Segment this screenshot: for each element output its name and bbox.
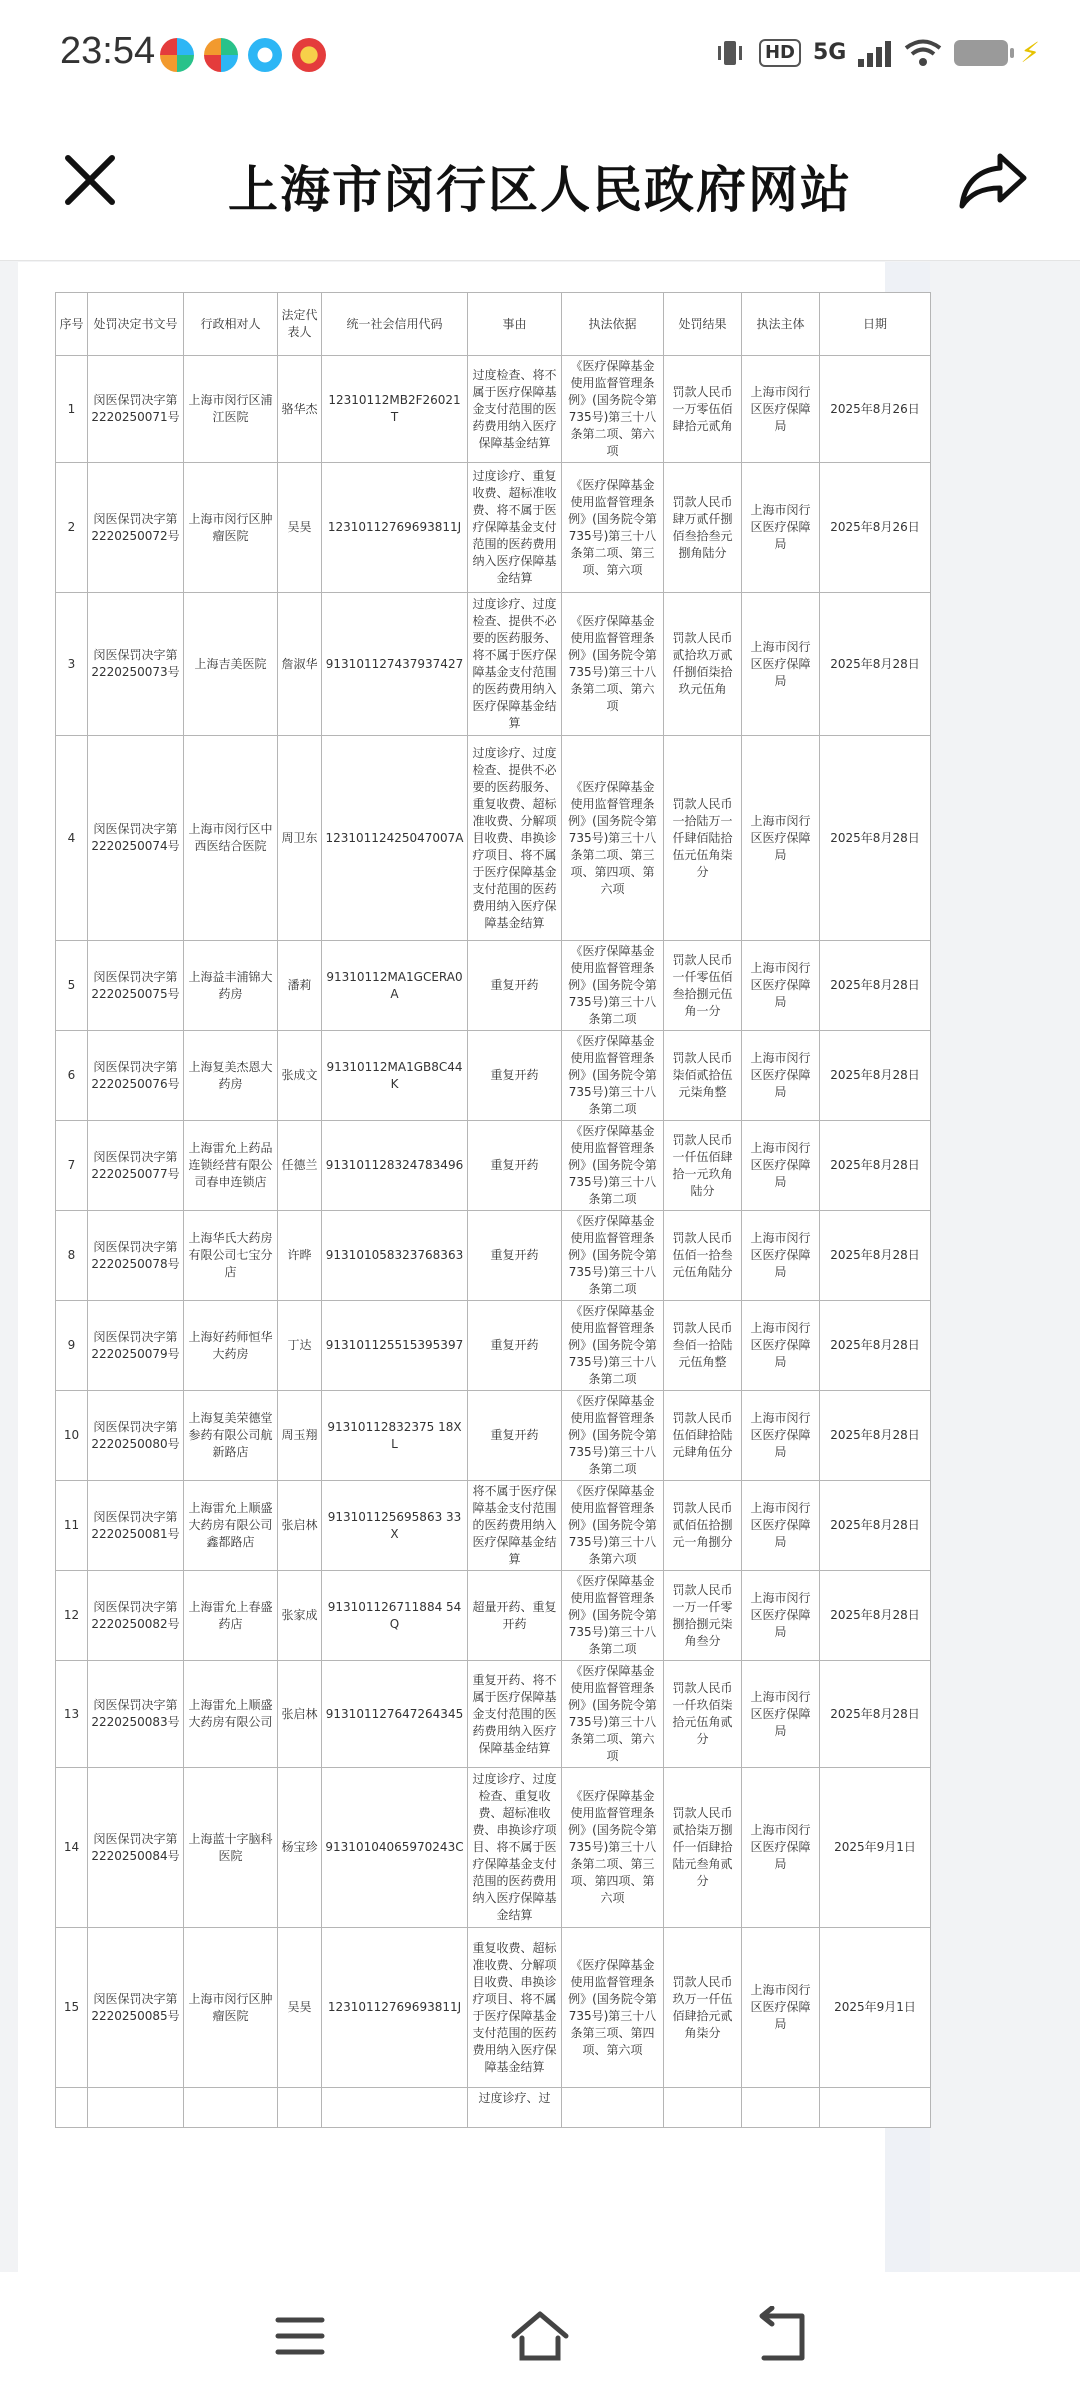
- page-title: 上海市闵行区人民政府网站: [228, 161, 852, 219]
- table-cell: 吴昊: [278, 463, 322, 593]
- table-cell: 罚款人民币一仟玖佰柒拾元伍角贰分: [664, 1661, 742, 1768]
- table-cell: 11: [56, 1481, 88, 1571]
- table-cell: 闵医保罚决字第2220250071号: [88, 356, 184, 463]
- table-row: [56, 1391, 931, 1481]
- table-cell: 上海市闵行区浦江医院: [184, 356, 278, 463]
- table-cell: 将不属于医疗保障基金支付范围的医药费用纳入医疗保障基金结算: [468, 1481, 562, 1571]
- table-cell: 上海市闵行区医疗保障局: [742, 1391, 820, 1481]
- table-cell: 2025年8月28日: [820, 1391, 931, 1481]
- table-cell: 詹淑华: [278, 593, 322, 736]
- table-cell: 上海市闵行区中西医结合医院: [184, 736, 278, 941]
- table-row: [56, 1928, 931, 2088]
- penalty-table: [55, 292, 931, 2128]
- table-cell: 14: [56, 1768, 88, 1928]
- table-cell: 上海市闵行区肿瘤医院: [184, 1928, 278, 2088]
- app-notification-icon: [204, 38, 238, 72]
- column-header: 行政相对人: [184, 293, 278, 356]
- table-cell: 7: [56, 1121, 88, 1211]
- table-cell: 闵医保罚决字第2220250077号: [88, 1121, 184, 1211]
- table-cell: 12: [56, 1571, 88, 1661]
- table-cell: 上海华氏大药房有限公司七宝分店: [184, 1211, 278, 1301]
- back-icon[interactable]: [750, 2306, 810, 2366]
- table-cell: [88, 2088, 184, 2128]
- app-notification-icon: [292, 38, 326, 72]
- table-cell: 10: [56, 1391, 88, 1481]
- table-row: [56, 593, 931, 736]
- column-header: 执法主体: [742, 293, 820, 356]
- table-cell: 913101126711884 54Q: [322, 1571, 468, 1661]
- network-type: 5G: [812, 40, 847, 65]
- table-cell: [278, 2088, 322, 2128]
- web-content[interactable]: [0, 262, 1080, 2272]
- table-cell: 骆华杰: [278, 356, 322, 463]
- table-cell: 《医疗保障基金使用监督管理条例》(国务院令第735号)第三十八条第二项: [562, 1031, 664, 1121]
- table-cell: 罚款人民币一万一仟零捌拾捌元柒角叁分: [664, 1571, 742, 1661]
- table-cell: 《医疗保障基金使用监督管理条例》(国务院令第735号)第三十八条第六项: [562, 1481, 664, 1571]
- table-cell: 91310112MA1GB8C44K: [322, 1031, 468, 1121]
- table-cell: 上海雷允上春盛药店: [184, 1571, 278, 1661]
- table-cell: 重复开药: [468, 1121, 562, 1211]
- table-cell: 潘莉: [278, 941, 322, 1031]
- table-cell: 上海市闵行区医疗保障局: [742, 356, 820, 463]
- table-cell: 上海市闵行区肿瘤医院: [184, 463, 278, 593]
- table-cell: 上海雷允上药品连锁经营有限公司春申连锁店: [184, 1121, 278, 1211]
- table-cell: 2025年8月28日: [820, 1031, 931, 1121]
- table-cell: 任德兰: [278, 1121, 322, 1211]
- table-cell: 913101128324783496: [322, 1121, 468, 1211]
- table-cell: 4: [56, 736, 88, 941]
- table-cell: 12310112769693811J: [322, 1928, 468, 2088]
- table-cell: [184, 2088, 278, 2128]
- app-header: [0, 110, 1080, 261]
- table-cell: 重复开药: [468, 1391, 562, 1481]
- table-cell: 超量开药、重复开药: [468, 1571, 562, 1661]
- column-header: 日期: [820, 293, 931, 356]
- status-bar: [0, 0, 1080, 110]
- table-cell: 过度诊疗、过: [468, 2088, 562, 2128]
- table-cell: 上海复美荣德堂参药有限公司航新路店: [184, 1391, 278, 1481]
- app-notification-icon: [248, 38, 282, 72]
- menu-icon[interactable]: [270, 2306, 330, 2366]
- table-cell: 吴昊: [278, 1928, 322, 2088]
- table-cell: 闵医保罚决字第2220250080号: [88, 1391, 184, 1481]
- table-cell: 罚款人民币贰拾柒万捌仟一佰肆拾陆元叁角贰分: [664, 1768, 742, 1928]
- table-cell: 上海市闵行区医疗保障局: [742, 1301, 820, 1391]
- table-cell: 《医疗保障基金使用监督管理条例》(国务院令第735号)第三十八条第二项: [562, 1391, 664, 1481]
- table-cell: 上海市闵行区医疗保障局: [742, 1211, 820, 1301]
- table-cell: 过度诊疗、过度检查、提供不必要的医药服务、将不属于医疗保障基金支付范围的医药费用纳入医疗保障基金结算: [468, 593, 562, 736]
- table-cell: 上海市闵行区医疗保障局: [742, 1571, 820, 1661]
- table-row: [56, 2088, 931, 2128]
- table-row: [56, 1768, 931, 1928]
- table-cell: 913101125695863 33X: [322, 1481, 468, 1571]
- table-cell: 闵医保罚决字第2220250084号: [88, 1768, 184, 1928]
- table-cell: 上海市闵行区医疗保障局: [742, 1661, 820, 1768]
- hd-badge: HD: [759, 39, 801, 67]
- table-cell: 上海复美杰恩大药房: [184, 1031, 278, 1121]
- table-cell: 上海市闵行区医疗保障局: [742, 1481, 820, 1571]
- table-cell: 上海市闵行区医疗保障局: [742, 1768, 820, 1928]
- table-cell: 许晔: [278, 1211, 322, 1301]
- table-cell: 9: [56, 1301, 88, 1391]
- table-cell: 罚款人民币叁佰一拾陆元伍角整: [664, 1301, 742, 1391]
- table-cell: 2025年8月28日: [820, 1571, 931, 1661]
- column-header: 处罚结果: [664, 293, 742, 356]
- table-cell: 2025年8月26日: [820, 356, 931, 463]
- table-body: [56, 356, 931, 2128]
- table-row: [56, 1031, 931, 1121]
- table-cell: 闵医保罚决字第2220250083号: [88, 1661, 184, 1768]
- table-cell: 闵医保罚决字第2220250082号: [88, 1571, 184, 1661]
- table-cell: 913101058323768363: [322, 1211, 468, 1301]
- navigation-bar: [0, 2272, 1080, 2400]
- column-header: 事由: [468, 293, 562, 356]
- table-cell: 2025年8月28日: [820, 1211, 931, 1301]
- table-cell: 上海益丰浦锦大药房: [184, 941, 278, 1031]
- table-cell: [820, 2088, 931, 2128]
- table-cell: 上海蓝十字脑科医院: [184, 1768, 278, 1928]
- table-cell: 闵医保罚决字第2220250074号: [88, 736, 184, 941]
- table-cell: 上海市闵行区医疗保障局: [742, 1121, 820, 1211]
- app-notification-icon: [160, 38, 194, 72]
- status-indicators: [713, 36, 1040, 69]
- table-cell: 张启林: [278, 1481, 322, 1571]
- share-icon[interactable]: [958, 150, 1028, 210]
- table-row: [56, 1121, 931, 1211]
- table-cell: 过度诊疗、重复收费、超标准收费、将不属于医疗保障基金支付范围的医药费用纳入医疗保障基金结算: [468, 463, 562, 593]
- table-cell: 重复开药: [468, 1301, 562, 1391]
- table-cell: 罚款人民币玖万一仟伍佰肆拾元贰角柒分: [664, 1928, 742, 2088]
- table-cell: 《医疗保障基金使用监督管理条例》(国务院令第735号)第三十八条第二项、第六项: [562, 1661, 664, 1768]
- table-cell: 12310112769693811J: [322, 463, 468, 593]
- table-cell: 上海市闵行区医疗保障局: [742, 1031, 820, 1121]
- table-cell: 12310112MB2F26021T: [322, 356, 468, 463]
- table-row: [56, 1481, 931, 1571]
- table-cell: 闵医保罚决字第2220250073号: [88, 593, 184, 736]
- column-header: 序号: [56, 293, 88, 356]
- table-cell: 《医疗保障基金使用监督管理条例》(国务院令第735号)第三十八条第二项: [562, 1301, 664, 1391]
- table-cell: 《医疗保障基金使用监督管理条例》(国务院令第735号)第三十八条第二项、第六项: [562, 356, 664, 463]
- table-cell: 重复开药、将不属于医疗保障基金支付范围的医药费用纳入医疗保障基金结算: [468, 1661, 562, 1768]
- table-cell: 3: [56, 593, 88, 736]
- table-cell: 闵医保罚决字第2220250075号: [88, 941, 184, 1031]
- table-cell: 张启林: [278, 1661, 322, 1768]
- table-cell: 2025年8月28日: [820, 736, 931, 941]
- battery-icon: [954, 40, 1008, 66]
- table-row: [56, 356, 931, 463]
- table-cell: 闵医保罚决字第2220250078号: [88, 1211, 184, 1301]
- table-cell: 上海吉美医院: [184, 593, 278, 736]
- table-cell: 上海市闵行区医疗保障局: [742, 941, 820, 1031]
- table-row: [56, 736, 931, 941]
- table-cell: 91310112832375 18XL: [322, 1391, 468, 1481]
- table-cell: 闵医保罚决字第2220250081号: [88, 1481, 184, 1571]
- table-cell: 2025年9月1日: [820, 1928, 931, 2088]
- table-cell: 罚款人民币肆万贰仟捌佰叁拾叁元捌角陆分: [664, 463, 742, 593]
- table-cell: 张成文: [278, 1031, 322, 1121]
- table-cell: 上海市闵行区医疗保障局: [742, 463, 820, 593]
- table-cell: 2025年8月28日: [820, 1121, 931, 1211]
- table-cell: 《医疗保障基金使用监督管理条例》(国务院令第735号)第三十八条第二项、第三项、第四项、第六项: [562, 736, 664, 941]
- table-cell: 2025年8月28日: [820, 1481, 931, 1571]
- table-cell: 6: [56, 1031, 88, 1121]
- table-cell: 过度检查、将不属于医疗保障基金支付范围的医药费用纳入医疗保障基金结算: [468, 356, 562, 463]
- table-cell: 2025年8月28日: [820, 1661, 931, 1768]
- table-cell: 罚款人民币一万零伍佰肆拾元贰角: [664, 356, 742, 463]
- table-cell: 重复开药: [468, 941, 562, 1031]
- table-row: [56, 1301, 931, 1391]
- table-cell: 罚款人民币伍佰肆拾陆元肆角伍分: [664, 1391, 742, 1481]
- table-row: [56, 1211, 931, 1301]
- table-cell: 《医疗保障基金使用监督管理条例》(国务院令第735号)第三十八条第二项、第三项、第四项、第六项: [562, 1768, 664, 1928]
- table-cell: 闵医保罚决字第2220250072号: [88, 463, 184, 593]
- table-cell: 周玉翔: [278, 1391, 322, 1481]
- table-cell: 周卫东: [278, 736, 322, 941]
- table-cell: 1: [56, 356, 88, 463]
- table-cell: [562, 2088, 664, 2128]
- table-cell: 913101125515395397: [322, 1301, 468, 1391]
- table-cell: 91310104065970243C: [322, 1768, 468, 1928]
- table-cell: 上海雷允上顺盛大药房有限公司: [184, 1661, 278, 1768]
- column-header: 处罚决定书文号: [88, 293, 184, 356]
- column-header: 执法依据: [562, 293, 664, 356]
- wifi-icon: [904, 39, 942, 67]
- signal-icon: [858, 39, 892, 67]
- table-row: [56, 463, 931, 593]
- table-cell: 13: [56, 1661, 88, 1768]
- table-cell: 《医疗保障基金使用监督管理条例》(国务院令第735号)第三十八条第二项: [562, 941, 664, 1031]
- table-cell: 15: [56, 1928, 88, 2088]
- table-cell: 闵医保罚决字第2220250079号: [88, 1301, 184, 1391]
- table-cell: 罚款人民币贰拾玖万贰仟捌佰柒拾玖元伍角: [664, 593, 742, 736]
- table-cell: 过度诊疗、过度检查、提供不必要的医药服务、重复收费、超标准收费、分解项目收费、串换诊疗项目、将不属于医疗保障基金支付范围的医药费用纳入医疗保障基金结算: [468, 736, 562, 941]
- table-cell: 上海市闵行区医疗保障局: [742, 593, 820, 736]
- table-cell: [664, 2088, 742, 2128]
- table-cell: 《医疗保障基金使用监督管理条例》(国务院令第735号)第三十八条第二项: [562, 1571, 664, 1661]
- charging-icon: ⚡: [1020, 36, 1040, 69]
- table-cell: 2025年8月26日: [820, 463, 931, 593]
- table-row: [56, 941, 931, 1031]
- table-cell: 《医疗保障基金使用监督管理条例》(国务院令第735号)第三十八条第二项: [562, 1121, 664, 1211]
- table-cell: 913101127437937427: [322, 593, 468, 736]
- table-cell: 913101127647264345: [322, 1661, 468, 1768]
- table-row: [56, 1571, 931, 1661]
- table-cell: 上海市闵行区医疗保障局: [742, 1928, 820, 2088]
- vibrate-icon: [713, 38, 747, 68]
- table-cell: 2025年8月28日: [820, 593, 931, 736]
- table-cell: 91310112MA1GCERA0A: [322, 941, 468, 1031]
- table-cell: 罚款人民币一拾陆万一仟肆佰陆拾伍元伍角柒分: [664, 736, 742, 941]
- table-cell: 上海好药师恒华大药房: [184, 1301, 278, 1391]
- table-cell: 闵医保罚决字第2220250085号: [88, 1928, 184, 2088]
- table-cell: 罚款人民币柒佰贰拾伍元柒角整: [664, 1031, 742, 1121]
- table-header-row: [56, 293, 931, 356]
- table-cell: 《医疗保障基金使用监督管理条例》(国务院令第735号)第三十八条第二项: [562, 1211, 664, 1301]
- table-cell: [322, 2088, 468, 2128]
- table-cell: 5: [56, 941, 88, 1031]
- table-cell: 重复开药: [468, 1031, 562, 1121]
- table-cell: [56, 2088, 88, 2128]
- table-cell: 《医疗保障基金使用监督管理条例》(国务院令第735号)第三十八条第二项、第三项、第六项: [562, 463, 664, 593]
- status-time: 23:54: [60, 30, 156, 72]
- table-cell: 2025年8月28日: [820, 1301, 931, 1391]
- table-cell: 8: [56, 1211, 88, 1301]
- table-cell: 重复收费、超标准收费、分解项目收费、串换诊疗项目、将不属于医疗保障基金支付范围的医药费用纳入医疗保障基金结算: [468, 1928, 562, 2088]
- column-header: 法定代表人: [278, 293, 322, 356]
- table-cell: 罚款人民币一仟零伍佰叁拾捌元伍角一分: [664, 941, 742, 1031]
- notification-icons: [160, 38, 326, 72]
- table-cell: 上海市闵行区医疗保障局: [742, 736, 820, 941]
- table-cell: 2025年8月28日: [820, 941, 931, 1031]
- table-cell: 闵医保罚决字第2220250076号: [88, 1031, 184, 1121]
- table-cell: 杨宝珍: [278, 1768, 322, 1928]
- table-cell: 《医疗保障基金使用监督管理条例》(国务院令第735号)第三十八条第二项、第六项: [562, 593, 664, 736]
- table-cell: 张家成: [278, 1571, 322, 1661]
- table-cell: [742, 2088, 820, 2128]
- table-cell: 2: [56, 463, 88, 593]
- table-cell: 罚款人民币伍佰一拾叁元伍角陆分: [664, 1211, 742, 1301]
- table-cell: 12310112425047007A: [322, 736, 468, 941]
- table-cell: 上海雷允上顺盛大药房有限公司鑫都路店: [184, 1481, 278, 1571]
- column-header: 统一社会信用代码: [322, 293, 468, 356]
- table-row: [56, 1661, 931, 1768]
- table-cell: 过度诊疗、过度检查、重复收费、超标准收费、串换诊疗项目、将不属于医疗保障基金支付范围的医药费用纳入医疗保障基金结算: [468, 1768, 562, 1928]
- home-icon[interactable]: [510, 2306, 570, 2366]
- table-cell: 《医疗保障基金使用监督管理条例》(国务院令第735号)第三十八条第三项、第四项、第六项: [562, 1928, 664, 2088]
- table-cell: 丁达: [278, 1301, 322, 1391]
- table-cell: 重复开药: [468, 1211, 562, 1301]
- table-cell: 罚款人民币贰佰伍拾捌元一角捌分: [664, 1481, 742, 1571]
- table-cell: 2025年9月1日: [820, 1768, 931, 1928]
- table-cell: 罚款人民币一仟伍佰肆拾一元玖角陆分: [664, 1121, 742, 1211]
